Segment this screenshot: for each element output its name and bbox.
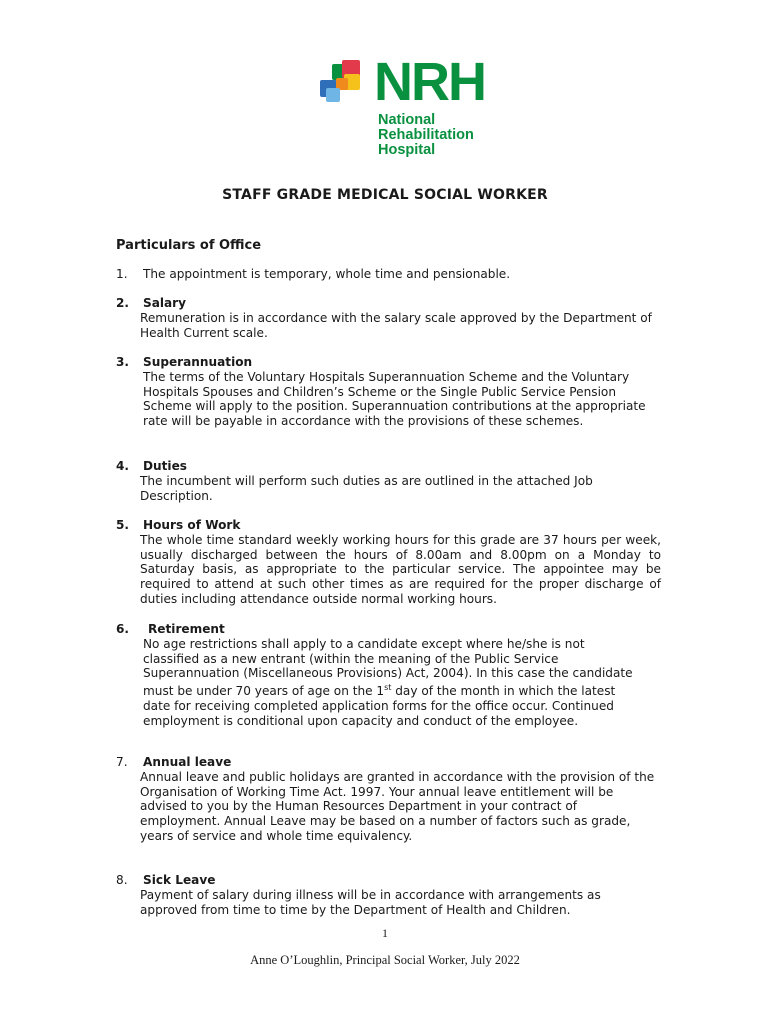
item-heading: Superannuation [143, 355, 253, 369]
item-sick-leave [116, 873, 661, 917]
item-number: 4. [116, 459, 130, 473]
logo-line-hospital: Hospital [378, 142, 436, 158]
item-heading: Salary [143, 296, 187, 310]
item-number: 1. [116, 267, 128, 281]
page-number: 1 [382, 926, 388, 940]
nrh-logo [318, 52, 508, 158]
item-text: The appointment is temporary, whole time and pensionable. [143, 267, 511, 281]
logo-name [378, 113, 474, 158]
item-body: The incumbent will perform such duties as are outlined in the attached Job Description. [140, 473, 593, 503]
item-number: 8. [116, 873, 128, 887]
item-number: 5. [116, 518, 130, 532]
logo-acronym: NRH [374, 52, 485, 112]
item-heading: Retirement [148, 622, 225, 636]
item-number: 3. [116, 355, 130, 369]
page-footer: Anne O’Loughlin, Principal Social Worker, July 2022 [250, 953, 520, 967]
item-body: No age restrictions shall apply to a candidate except where he/she is not classified as a new entrant (within the meaning of the Public Service Superannuation (Miscellaneous Provisions) Act, 2004). In this case the candidate must be under 70 years of age on the 1st day of the month in which the latest date for receiving completed application forms for the office occur. Continued employment is conditional upon capacity and conduct of the employee. [143, 636, 633, 728]
item-heading: Duties [143, 459, 187, 473]
item-heading: Sick Leave [143, 873, 216, 887]
item-annual-leave [116, 755, 661, 844]
item-superannuation [116, 355, 661, 429]
item-duties [116, 459, 661, 503]
item-number: 7. [116, 755, 128, 769]
item-salary [116, 296, 661, 340]
logo-mark-icon [318, 58, 374, 108]
item-appointment [116, 267, 661, 282]
item-heading: Hours of Work [143, 518, 241, 532]
item-body: Annual leave and public holidays are granted in accordance with the provision of the Organisation of Working Time Act. 1997. Your annual leave entitlement will be advised to you by the Human Resources Department in your contract of employment. Annual Leave may be based on a number of factors such as grade, years of service and whole time equivalency. [140, 769, 655, 843]
section-heading: Particulars of Office [116, 238, 262, 253]
item-retirement [116, 622, 661, 729]
item-body: Payment of salary during illness will be in accordance with arrangements as approved from time to time by the Department of Health and Children. [140, 887, 601, 917]
document-title: STAFF GRADE MEDICAL SOCIAL WORKER [222, 187, 548, 203]
item-body: Remuneration is in accordance with the salary scale approved by the Department of Health Current scale. [140, 310, 652, 340]
item-number: 2. [116, 296, 130, 310]
item-body: The terms of the Voluntary Hospitals Superannuation Scheme and the Voluntary Hospitals Spouses and Children’s Scheme or the Single Public Service Pension Scheme will apply to the position. Superannuation contributions at the appropriate rate will be payable in accordance with the provisions of these schemes. [143, 369, 646, 429]
item-hours-of-work [116, 518, 661, 607]
item-body: The whole time standard weekly working hours for this grade are 37 hours per week, usually discharged between the hours of 8.00am and 8.00pm on a Monday to Saturday basis, as appropriate to the particular service. The appointee may be required to attend at such other times as are required for the proper discharge of duties including attendance outside normal working hours. [140, 532, 661, 606]
item-number: 6. [116, 622, 130, 636]
logo-line-national: National [378, 112, 436, 128]
item-heading: Annual leave [143, 755, 232, 769]
logo-line-rehabilitation: Rehabilitation [378, 127, 474, 143]
